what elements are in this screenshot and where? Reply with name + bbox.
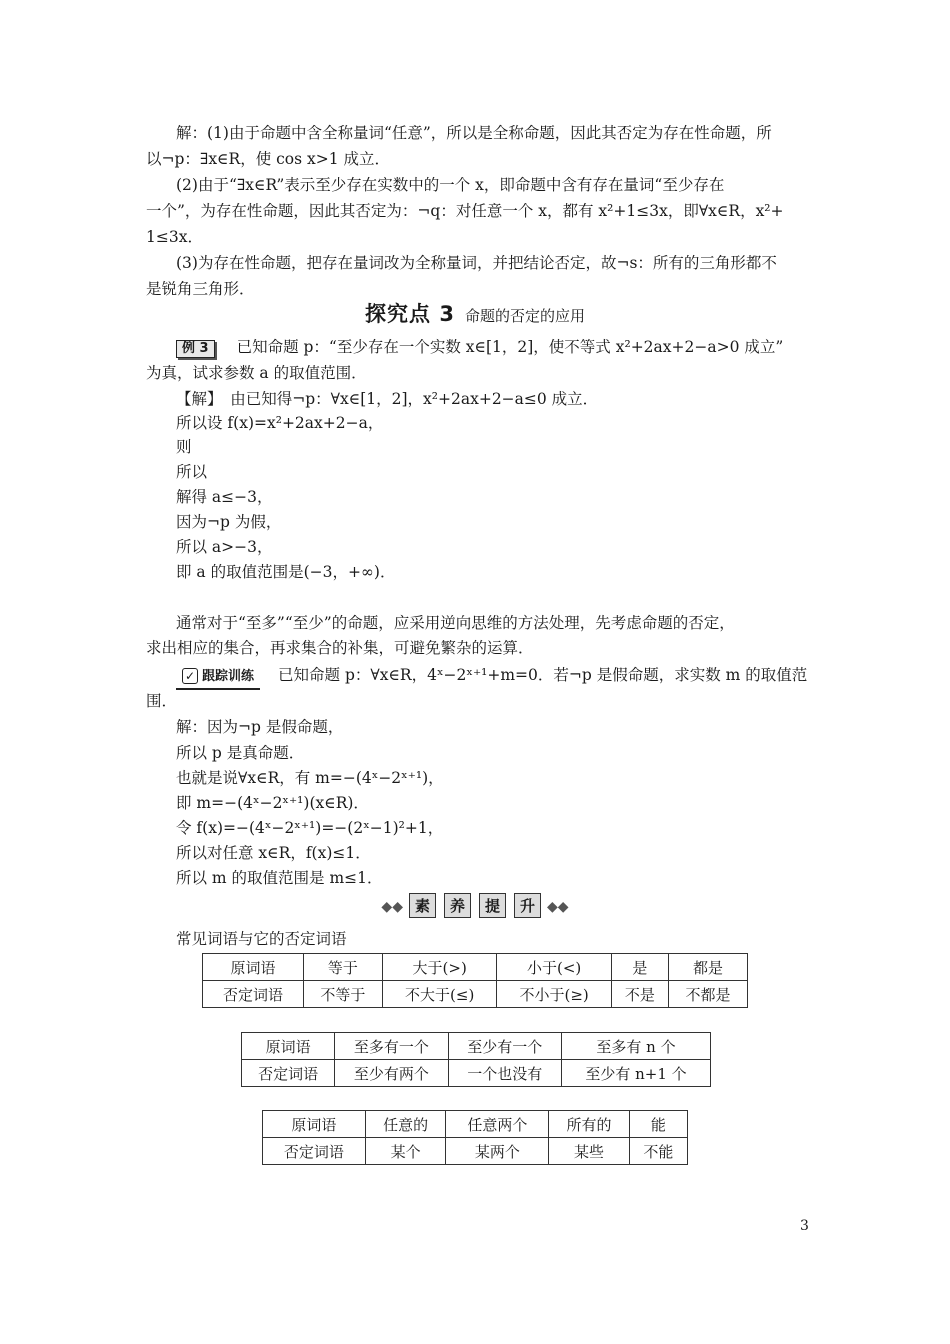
diamond-icon: ◆◆	[381, 899, 403, 915]
text-line: 求出相应的集合，再求集合的补集，可避免繁杂的运算．	[146, 639, 534, 657]
text-line: 因为¬p 为假，	[176, 513, 282, 531]
table-cell: 不小于(≥)	[497, 981, 611, 1008]
text-line: 为真，试求参数 a 的取值范围．	[146, 364, 367, 382]
table-cell: 等于	[303, 954, 382, 981]
suyang-char: 提	[479, 893, 506, 918]
text-line: 令 f(x)=−(4ˣ−2ˣ⁺¹)=−(2ˣ−1)²+1，	[176, 819, 444, 837]
table-cell: 原词语	[263, 1111, 366, 1138]
table-cell: 所有的	[549, 1111, 630, 1138]
text-line: 围．	[146, 692, 178, 710]
text-line: 常见词语与它的否定词语	[176, 930, 347, 948]
tracking-line	[176, 664, 807, 690]
text-line: 所以设 f(x)=x²+2ax+2−a，	[176, 414, 384, 432]
diamond-icon: ◆◆	[547, 899, 569, 915]
table-cell: 某两个	[446, 1138, 549, 1165]
section-heading	[0, 298, 950, 328]
table-row	[242, 1033, 711, 1060]
table-cell: 任意的	[365, 1111, 446, 1138]
table-cell: 都是	[668, 954, 747, 981]
tracking-badge	[176, 666, 260, 690]
table-cell: 某些	[549, 1138, 630, 1165]
example-line	[176, 336, 783, 358]
text-line: 所以 a>−3，	[176, 538, 273, 556]
check-icon: ✓	[182, 668, 198, 684]
text-line: 所以 m 的取值范围是 m≤1．	[176, 869, 383, 887]
text-line: 也就是说∀x∈R，有 m=−(4ˣ−2ˣ⁺¹)，	[176, 769, 444, 787]
text-line: 1≤3x．	[146, 228, 203, 246]
text-line: 解：(1)由于命题中含全称量词“任意”，所以是全称命题，因此其否定为存在性命题，所	[176, 124, 772, 142]
table-cell: 至多有 n 个	[562, 1033, 711, 1060]
section-subtitle: 命题的否定的应用	[464, 307, 585, 325]
example-badge: 例 3	[176, 340, 215, 358]
table-row	[263, 1138, 688, 1165]
table-cell: 不能	[629, 1138, 687, 1165]
table-cell: 不等于	[303, 981, 382, 1008]
page-number: 3	[800, 1218, 809, 1234]
table-cell: 否定词语	[203, 981, 304, 1008]
table-row	[263, 1111, 688, 1138]
table-cell: 一个也没有	[448, 1060, 561, 1087]
table-cell: 大于(>)	[382, 954, 496, 981]
text-line: 解：因为¬p 是假命题，	[176, 718, 344, 736]
table-cell: 能	[629, 1111, 687, 1138]
negation-table-1	[202, 953, 748, 1008]
suyang-heading	[0, 893, 950, 918]
negation-table-3	[262, 1110, 688, 1165]
table-cell: 原词语	[242, 1033, 335, 1060]
text-line: 即 a 的取值范围是(−3，+∞)．	[176, 563, 396, 581]
tracking-label: 跟踪训练	[202, 669, 255, 684]
text-line: 以¬p：∃x∈R，使 cos x>1 成立．	[146, 150, 391, 168]
suyang-char: 升	[514, 893, 541, 918]
text-line: 则	[176, 438, 192, 456]
table-cell: 不大于(≤)	[382, 981, 496, 1008]
table-row	[203, 954, 748, 981]
table-cell: 否定词语	[263, 1138, 366, 1165]
text-line: 通常对于“至多”“至少”的命题，应采用逆向思维的方法处理，先考虑命题的否定，	[176, 614, 735, 632]
suyang-char: 素	[409, 893, 436, 918]
suyang-char: 养	[444, 893, 471, 918]
text-line: 一个”，为存在性命题，因此其否定为：¬q：对任意一个 x，都有 x²+1≤3x，即∀x∈R，x²+	[146, 202, 784, 220]
table-cell: 原词语	[203, 954, 304, 981]
example-text: 已知命题 p：“至少存在一个实数 x∈[1，2]，使不等式 x²+2ax+2−a>0 成立”	[236, 338, 784, 356]
text-line: 所以 p 是真命题．	[176, 744, 305, 762]
text-line: 是锐角三角形．	[146, 280, 255, 298]
table-row	[203, 981, 748, 1008]
section-title: 探究点 3	[365, 302, 455, 326]
table-cell: 至少有 n+1 个	[562, 1060, 711, 1087]
table-cell: 是	[611, 954, 668, 981]
text-line: 所以	[176, 463, 208, 481]
text-line: (3)为存在性命题，把存在量词改为全称量词，并把结论否定，故¬s：所有的三角形都不	[176, 254, 777, 272]
text-line: 即 m=−(4ˣ−2ˣ⁺¹)(x∈R)．	[176, 794, 369, 812]
table-cell: 至少有一个	[448, 1033, 561, 1060]
table-cell: 小于(<)	[497, 954, 611, 981]
table-cell: 不都是	[668, 981, 747, 1008]
table-cell: 至多有一个	[335, 1033, 448, 1060]
text-line: 所以对任意 x∈R，f(x)≤1．	[176, 844, 371, 862]
text-line: 解得 a≤−3，	[176, 488, 273, 506]
tracking-text: 已知命题 p：∀x∈R，4ˣ−2ˣ⁺¹+m=0．若¬p 是假命题，求实数 m 的取值范	[278, 666, 808, 684]
table-cell: 不是	[611, 981, 668, 1008]
text-line: 【解】 由已知得¬p：∀x∈[1，2]，x²+2ax+2−a≤0 成立．	[176, 390, 599, 408]
table-cell: 某个	[365, 1138, 446, 1165]
table-cell: 至少有两个	[335, 1060, 448, 1087]
table-cell: 否定词语	[242, 1060, 335, 1087]
text-line: (2)由于“∃x∈R”表示至少存在实数中的一个 x，即命题中含有存在量词“至少存在	[176, 176, 725, 194]
negation-table-2	[241, 1032, 711, 1087]
table-row	[242, 1060, 711, 1087]
table-cell: 任意两个	[446, 1111, 549, 1138]
